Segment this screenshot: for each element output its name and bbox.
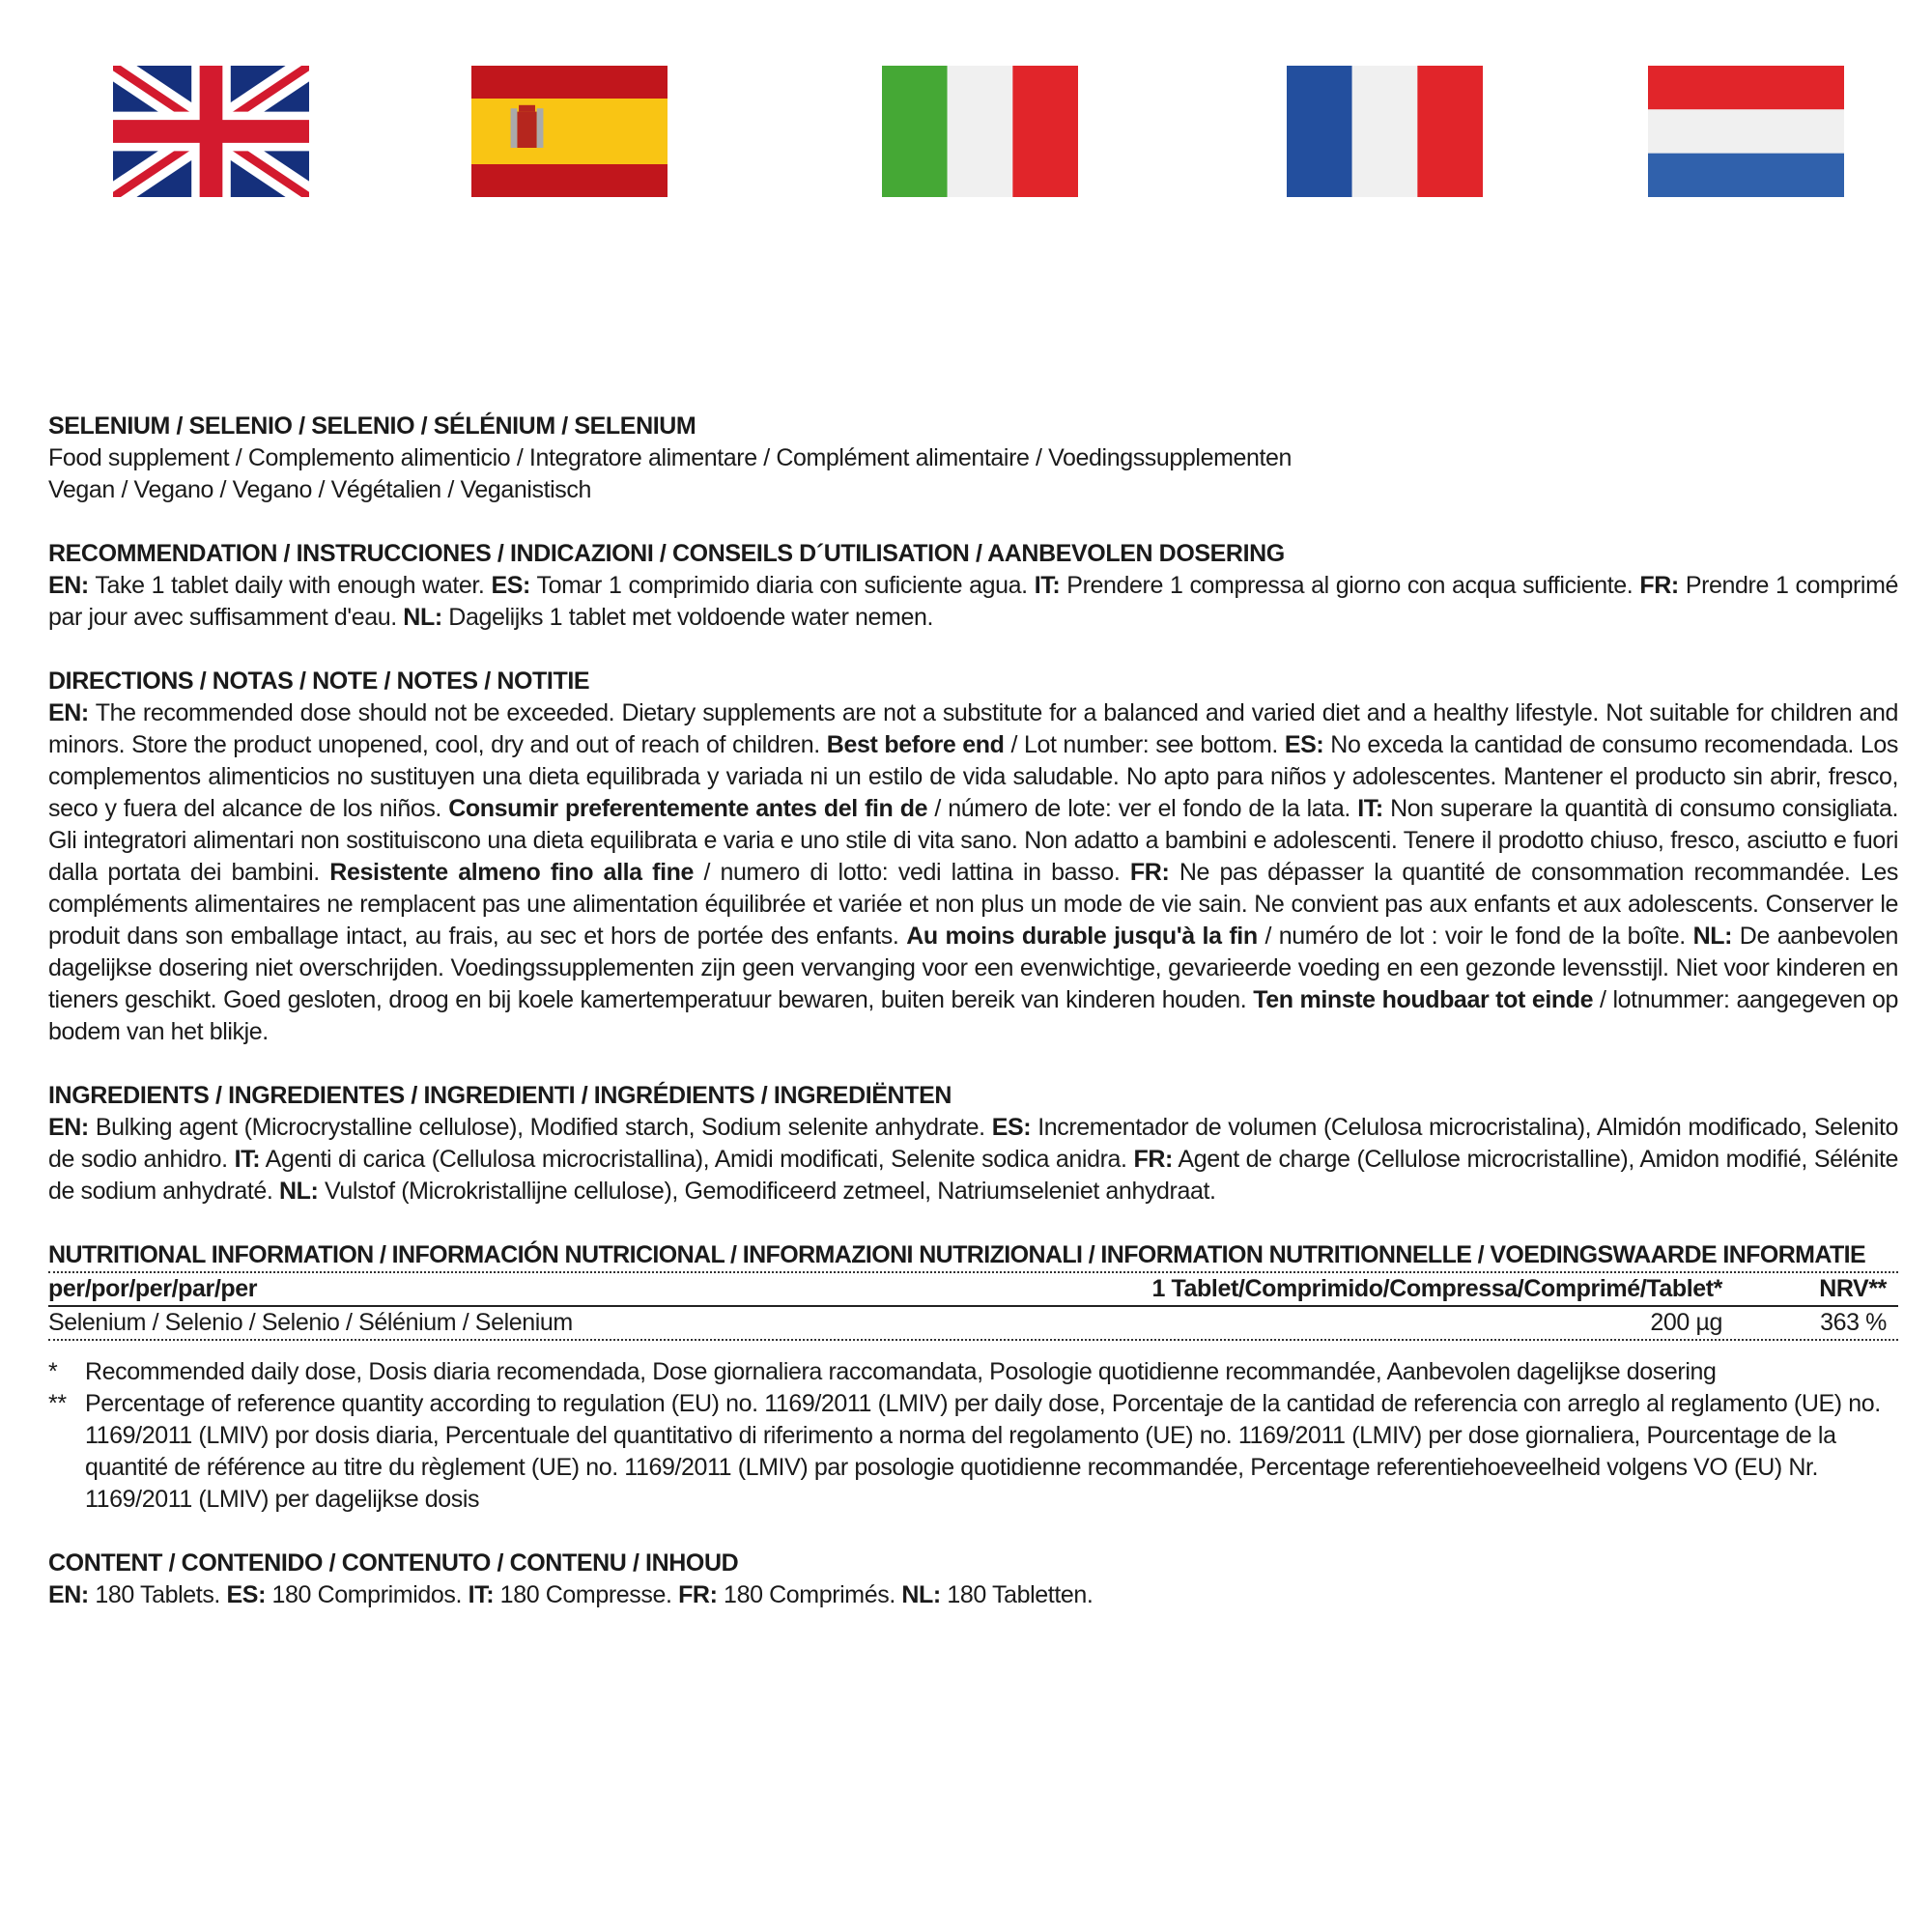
best-before-label: Best before end <box>826 731 1005 758</box>
footnote-text: Recommended daily dose, Dosis diaria recomendada, Dose giornaliera raccomandata, Posologie quotidienne recommandée, Aanbevolen dagelijkse dosering <box>85 1358 1717 1385</box>
lang-label: ES: <box>1284 731 1324 758</box>
label-text <box>48 411 1898 1643</box>
footnote <box>48 1388 1898 1516</box>
content-heading: CONTENT / CONTENIDO / CONTENUTO / CONTENU / INHOUD <box>48 1549 739 1577</box>
lang-label: IT: <box>1357 795 1383 822</box>
lang-label: EN: <box>48 572 89 599</box>
uk-flag-icon <box>113 66 309 197</box>
footnote-mark: * <box>48 1358 58 1385</box>
nutrition-table-header <box>48 1271 1898 1307</box>
lang-label: ES: <box>991 1114 1032 1141</box>
nutrition-heading: NUTRITIONAL INFORMATION / INFORMACIÓN NUTRICIONAL / INFORMAZIONI NUTRIZIONALI / INFORMATION NUTRITIONNELLE / VOEDINGSWAARDE INFORMATIE <box>48 1241 1866 1268</box>
lang-label: ES: <box>491 572 530 599</box>
nutrition-section <box>48 1239 1898 1516</box>
per-column-header: per/por/per/par/per <box>48 1275 258 1302</box>
lang-label: IT: <box>1034 572 1061 599</box>
recommendation-text: EN: Take 1 tablet daily with enough water. ES: Tomar 1 comprimido diaria con suficiente agua. IT: Prendere 1 compressa al giorno con acqua sufficiente. FR: Prendre 1 comprimé par jour avec suffisamment d'eau. NL: Dagelijks 1 tablet met voldoende water nemen. <box>48 572 1899 631</box>
directions-heading: DIRECTIONS / NOTAS / NOTE / NOTES / NOTITIE <box>48 668 590 695</box>
lang-label: NL: <box>1692 923 1733 950</box>
lang-label: FR: <box>1639 572 1679 599</box>
footnote <box>48 1356 1898 1388</box>
amount-column-header: 1 Tablet/Comprimido/Compressa/Comprimé/Tablet* <box>1151 1275 1722 1302</box>
product-section <box>48 411 1898 506</box>
lang-label: EN: <box>48 1581 89 1608</box>
italy-flag-icon <box>882 66 1078 197</box>
product-title: SELENIUM / SELENIO / SELENIO / SÉLÉNIUM / SELENIUM <box>48 412 696 440</box>
footnotes <box>48 1356 1898 1516</box>
best-before-label: Au moins durable jusqu'à la fin <box>906 923 1258 950</box>
best-before-label: Consumir preferentemente antes del fin de <box>448 795 928 822</box>
table-row <box>48 1307 1898 1341</box>
nutrient-amount: 200 µg <box>1650 1309 1722 1336</box>
nutrient-name: Selenium / Selenio / Selenio / Sélénium / Selenium <box>48 1309 573 1336</box>
lang-label: NL: <box>901 1581 941 1608</box>
france-flag-icon <box>1287 66 1483 197</box>
ingredients-section <box>48 1080 1898 1208</box>
lang-label: IT: <box>468 1581 495 1608</box>
product-diet: Vegan / Vegano / Vegano / Végétalien / Veganistisch <box>48 476 592 503</box>
nrv-column-header: NRV** <box>1819 1275 1887 1302</box>
recommendation-section <box>48 538 1898 634</box>
ingredients-heading: INGREDIENTS / INGREDIENTES / INGREDIENTI / INGRÉDIENTS / INGREDIËNTEN <box>48 1082 952 1109</box>
lang-label: FR: <box>1133 1146 1173 1173</box>
directions-section <box>48 666 1898 1048</box>
footnote-text: Percentage of reference quantity according to regulation (EU) no. 1169/2011 (LMIV) per daily dose, Porcentaje de la cantidad de referencia con arreglo al reglamento (UE) no. 1169/2011 (LMIV) por dosis diaria, Percentuale del quantitativo di riferimento a norma del regolamento (UE) no. 1169/2011 (LMIV) per dose giornaliera, Pourcentage de la quantité de référence au titre du règlement (UE) no. 1169/2011 (LMIV) par posologie quotidienne recommandée, Percentage referentiehoeveelheid volgens VO (EU) Nr. 1169/2011 (LMIV) per dagelijkse dosis <box>85 1390 1881 1513</box>
ingredients-text: EN: Bulking agent (Microcrystalline cellulose), Modified starch, Sodium selenite anhydrate. ES: Incrementador de volumen (Celulosa microcristalina), Almidón modificado, Selenito de sodio anhidro. IT: Agenti di carica (Cellulosa microcristallina), Amidi modificati, Selenite sodica anidra. FR: Agent de charge (Cellulose microcristalline), Amidon modifié, Sélénite de sodium anhydraté. NL: Vulstof (Microkristallijne cellulose), Gemodificeerd zetmeel, Natriumseleniet anhydraat. <box>48 1114 1899 1205</box>
best-before-label: Ten minste houdbaar tot einde <box>1253 986 1594 1013</box>
footnote-mark: ** <box>48 1390 67 1417</box>
lang-label: FR: <box>678 1581 718 1608</box>
lang-label: ES: <box>226 1581 266 1608</box>
product-category: Food supplement / Complemento alimenticio / Integratore alimentare / Complément alimentaire / Voedingssupplementen <box>48 444 1293 471</box>
recommendation-heading: RECOMMENDATION / INSTRUCCIONES / INDICAZIONI / CONSEILS D´UTILISATION / AANBEVOLEN DOSERING <box>48 540 1285 567</box>
content-section <box>48 1548 1898 1611</box>
lang-label: IT: <box>234 1146 261 1173</box>
directions-text: EN: The recommended dose should not be exceeded. Dietary supplements are not a substitute for a balanced and varied diet and a healthy lifestyle. Not suitable for children and minors. Store the product unopened, cool, dry and out of reach of children. Best before end / Lot number: see bottom. ES: No exceda la cantidad de consumo recomendada. Los complementos alimenticios no sustituyen una dieta equilibrada y variada ni un estilo de vida saludable. No apto para niños y adolescentes. Mantener el producto sin abrir, fresco, seco y fuera del alcance de los niños. Consumir preferentemente antes del fin de / número de lote: ver el fondo de la lata. IT: Non superare la quantità di consumo consigliata. Gli integratori alimentari non sostituiscono una dieta equilibrata e varia e uno stile di vita sano. Non adatto a bambini e adolescenti. Tenere il prodotto chiuso, fresco, asciutto e fuori dalla portata dei bambini. Resistente almeno fino alla fine / numero di lotto: vedi lattina in basso. FR: Ne pas dépasser la quantité de consommation recommandée. Les compléments alimentaires ne remplacent pas une alimentation équilibrée et variée et non plus un mode de vie sain. Ne convient pas aux enfants et aux adolescents. Conserver le produit dans son emballage intact, au frais, au sec et hors de portée des enfants. Au moins durable jusqu'à la fin / numéro de lot : voir le fond de la boîte. NL: De aanbevolen dagelijkse dosering niet overschrijden. Voedingssupplementen zijn geen vervanging voor een evenwichtige, gevarieerde voeding en een gezonde levensstijl. Niet voor kinderen en tieners geschikt. Goed gesloten, droog en bij koele kamertemperatuur bewaren, buiten bereik van kinderen houden. Ten minste houdbaar tot einde / lotnummer: aangegeven op bodem van het blikje. <box>48 699 1899 1045</box>
lang-label: FR: <box>1129 859 1170 886</box>
lang-label: NL: <box>278 1178 319 1205</box>
content-text: EN: 180 Tablets. ES: 180 Comprimidos. IT: 180 Compresse. FR: 180 Comprimés. NL: 180 Tabletten. <box>48 1581 1094 1608</box>
lang-label: EN: <box>48 1114 89 1141</box>
spain-flag-icon <box>471 66 668 197</box>
best-before-label: Resistente almeno fino alla fine <box>329 859 694 886</box>
lang-label: NL: <box>403 604 442 631</box>
nutrient-nrv: 363 % <box>1820 1309 1887 1336</box>
netherlands-flag-icon <box>1648 66 1844 197</box>
lang-label: EN: <box>48 699 89 726</box>
